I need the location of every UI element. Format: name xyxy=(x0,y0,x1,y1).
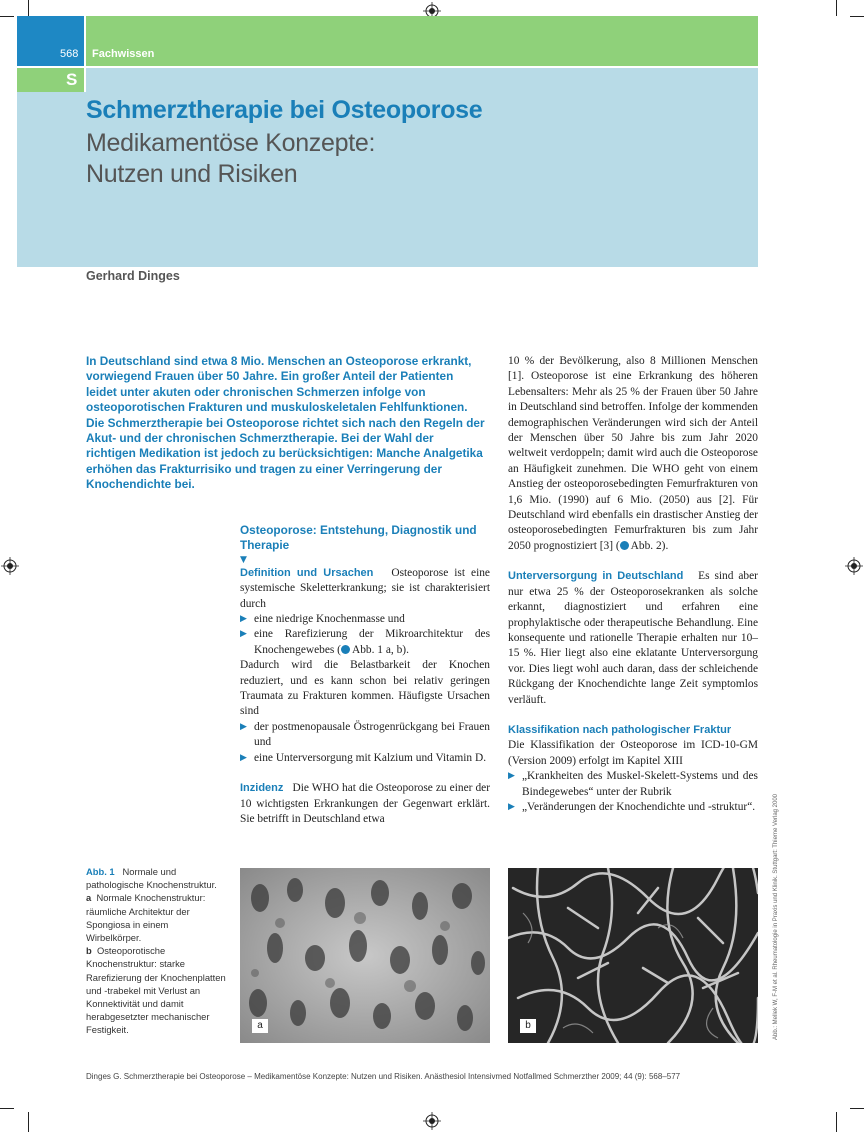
figure-reference-icon xyxy=(620,541,629,550)
figure-caption xyxy=(86,865,226,1037)
article-title: Schmerztherapie bei Osteoporose xyxy=(86,96,483,124)
registration-mark-icon xyxy=(423,1112,441,1130)
crop-mark xyxy=(836,1112,837,1132)
paragraph xyxy=(240,566,490,612)
abstract: In Deutschland sind etwa 8 Mio. Menschen an Osteoporose erkrankt, vorwiegend Frauen über 50 Jahre. Ein großer Anteil der Patienten leidet unter akuten oder chronischen Schmerzen infolge von osteoporotischen Frakturen und muskuloskeletalen Fehlfunktionen. Die Schmerztherapie bei Osteoporose richtet sich nach den Regeln der Akut- und der chronischen Schmerztherapie. Bei der Wahl der richtigen Medikation ist jedoch zu berücksichtigen: Manche Analgetika erhöhen das Frakturrisiko und tragen zu einer Verringerung der Knochendichte bei. xyxy=(86,354,485,492)
list-item xyxy=(240,627,490,658)
bullet-list xyxy=(240,720,490,766)
bullet-triangle-icon: ▶ xyxy=(240,614,247,625)
page-number: 568 xyxy=(60,48,79,60)
subtitle-line: Nutzen und Risiken xyxy=(86,160,298,188)
registration-mark-icon xyxy=(845,557,863,575)
bullet-list xyxy=(508,769,758,815)
list-item xyxy=(240,720,490,751)
crop-mark xyxy=(0,16,14,17)
subtitle-line: Medikamentöse Konzepte: xyxy=(86,129,376,157)
paragraph-text: Osteoporose ist eine systemische Skeletterkrankung; sie ist charakterisiert durch xyxy=(240,566,490,610)
paragraph xyxy=(508,354,758,554)
list-item xyxy=(508,769,758,800)
rubric-band xyxy=(86,16,758,66)
section-heading: Osteoporose: Entstehung, Diagnostik und Therapie xyxy=(240,523,477,553)
paragraph: Die Klassifikation der Osteoporose im ICD-10-GM (Version 2009) erfolgt im Kapitel XIII xyxy=(508,739,758,767)
section-arrow-icon: ▼ xyxy=(240,554,247,565)
list-item-text: eine Unterversorgung mit Kalzium und Vitamin D. xyxy=(254,751,487,764)
list-item-text: „Veränderungen der Knochendichte und -struktur“. xyxy=(522,800,756,813)
paragraph xyxy=(508,569,758,708)
caption-b-text: Osteoporotische Knochenstruktur: starke Rarefizierung der Knochenplatten und -trabekel mit Verlust an Konnektivität und damit herabgesetzter mechanischer Festigkeit. xyxy=(86,945,226,1036)
list-item-text: eine Rarefizierung der Mikroarchitektur des Knochengewebes ( xyxy=(254,628,490,656)
crop-mark xyxy=(28,0,29,16)
figure-b-osteoporotic-bone xyxy=(508,868,758,1043)
bullet-triangle-icon: ▶ xyxy=(240,721,247,732)
bone-texture-osteoporotic xyxy=(508,868,758,1043)
caption-text: Normale und pathologische Knochenstruktur. xyxy=(86,866,217,891)
paragraph-text: 10 % der Bevölkerung, also 8 Millionen Menschen [1]. Osteoporose ist eine Erkrankung des höheren Lebensalters: Mehr als 25 % der Frauen über 50 Jahre in Deutschland sind betroffen. Infolge der kommenden demographischen Veränderungen wird sich der Anteil der Menschen über 50 Jahre bis zum Jahr 2020 weltweit verdoppeln; damit wird auch die Osteoporose an Häufigkeit zunehmen. Die WHO geht von einem Anstieg der osteoporosebedingten Femurfrakturen von 1,6 Mio. (1990) auf 6 Mio. (2050) aus [2]. Für Deutschland wird ebenfalls ein drastischer Anstieg der osteoporosebedingten Femurfrakturen bis zum Jahr 2050 prognostiziert [3] ( xyxy=(508,355,758,552)
crop-mark xyxy=(28,1112,29,1132)
bullet-triangle-icon: ▶ xyxy=(240,629,247,640)
runin-heading: Inzidenz xyxy=(240,782,284,795)
bone-texture-normal xyxy=(240,868,490,1043)
section-letter: S xyxy=(66,70,78,89)
author-name: Gerhard Dinges xyxy=(86,269,180,283)
figure-reference-link[interactable]: Abb. 1 a, b). xyxy=(351,643,409,656)
article-subtitle xyxy=(86,128,686,190)
figure-reference-link[interactable]: Abb. 2). xyxy=(630,539,669,552)
bullet-list xyxy=(240,612,490,658)
list-item xyxy=(240,612,490,627)
figure-tag-a: a xyxy=(252,1019,268,1033)
paragraph-text: Es sind aber nur etwa 25 % der Osteoporosekranken als solche erkannt, diagnostiziert und erfahren eine prophylaktische oder therapeutische Behandlung. Eine konsequente und rationelle Therapie erhalten nur 10–15 %. Hier liegt also eine eklatante Unterversorgung vor. Dies liegt wohl auch daran, dass der schleichende Rückgang der Knochendichte lange Zeit symptomlos verläuft. xyxy=(508,570,758,706)
figure-tag-b: b xyxy=(520,1019,536,1033)
paragraph: Dadurch wird die Belastbarkeit der Knochen reduziert, und es kann schon bei relativ geringen Traumata zu Frakturen kommen. Häufigste Ursachen sind xyxy=(240,659,490,718)
caption-label: Abb. 1 xyxy=(86,866,115,877)
registration-mark-icon xyxy=(1,557,19,575)
list-item-text: „Krankheiten des Muskel-Skelett-Systems und des Bindegewebes“ unter der Rubrik xyxy=(522,770,758,798)
bullet-triangle-icon: ▶ xyxy=(508,801,515,812)
bullet-triangle-icon: ▶ xyxy=(240,752,247,763)
footer-citation: Dinges G. Schmerztherapie bei Osteoporose – Medikamentöse Konzepte: Nutzen und Risiken. Anästhesiol Intensivmed Notfallmed Schmerzther 2009; 44 (9): 568–577 xyxy=(86,1072,681,1081)
list-item xyxy=(240,751,490,766)
right-column xyxy=(508,354,758,815)
figure-credit: Abb.: Mellek W, F-M et al. Rheumatologie in Praxis und Klinik. Stuttgart: Thieme Verlag 2000 xyxy=(773,793,779,1040)
caption-a-label: a xyxy=(86,892,92,904)
crop-mark xyxy=(0,1108,14,1109)
list-item-text: eine niedrige Knochenmasse und xyxy=(254,613,405,626)
runin-heading: Definition und Ursachen xyxy=(240,566,374,579)
list-item-text: der postmenopausale Östrogenrückgang bei Frauen und xyxy=(254,720,490,749)
middle-column xyxy=(240,523,490,827)
paragraph xyxy=(240,781,490,827)
bullet-triangle-icon: ▶ xyxy=(508,771,515,782)
caption-b-label: b xyxy=(86,945,92,957)
crop-mark xyxy=(850,16,864,17)
rubric-label: Fachwissen xyxy=(92,48,155,60)
crop-mark xyxy=(850,1108,864,1109)
runin-heading: Unterversorgung in Deutschland xyxy=(508,570,684,583)
figure-a-normal-bone xyxy=(240,868,490,1043)
paragraph-text: Die WHO hat die Osteoporose zu einer der 10 wichtigsten Erkrankungen der Gegenwart erklärt. Sie betrifft in Deutschland etwa xyxy=(240,782,491,825)
figure-reference-icon xyxy=(341,645,350,654)
caption-a-text: Normale Knochenstruktur: räumliche Architektur der Spongiosa in einem Wirbelkörper. xyxy=(86,892,206,944)
crop-mark xyxy=(836,0,837,16)
runin-heading: Klassifikation nach pathologischer Fraktur xyxy=(508,723,732,736)
list-item xyxy=(508,800,758,815)
